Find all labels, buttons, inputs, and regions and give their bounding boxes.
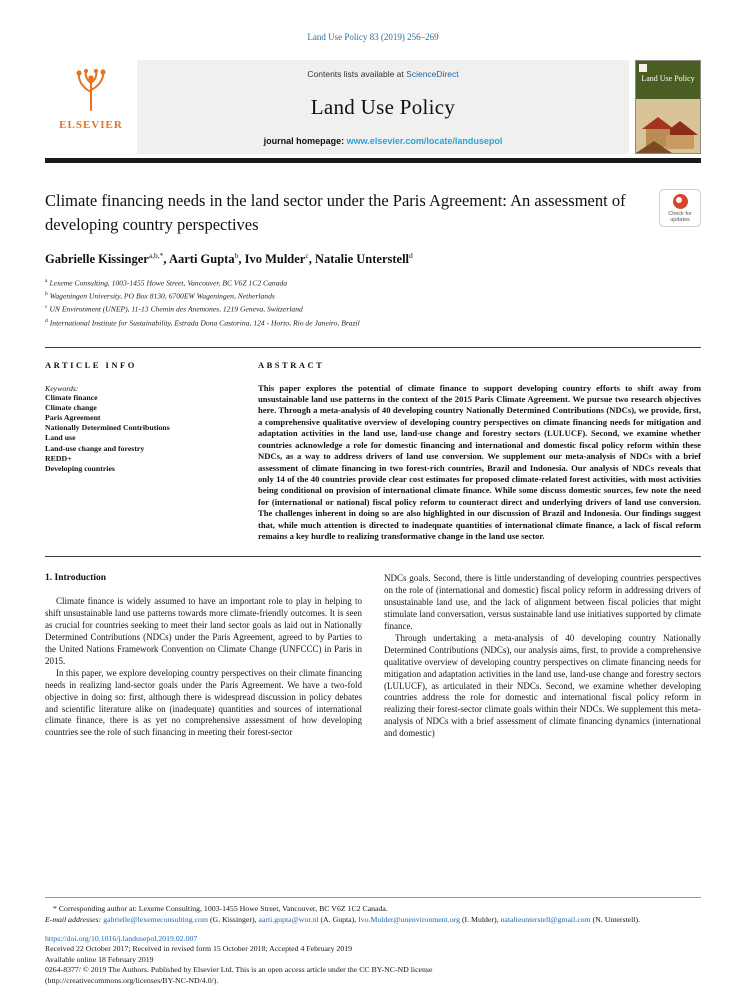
- cover-publisher-icon: [639, 64, 647, 72]
- body-paragraph: In this paper, we explore developing country perspectives on their climate financing needs in realizing land-sector goals under the Paris Agreement. We have a two-fold objective in doing so: first, although there is widespread discussion in policy debates and scientific literature alike on (inadequate) quantities and sources of international climate finance, there is as yet no comprehensive assessment of how developing countries see the role of such financing in meeting their forest-sector: [45, 667, 362, 738]
- corresponding-author-note: * Corresponding author at: Lexeme Consulting, 1003-1455 Howe Street, Vancouver, BC V6Z 1C2 Canada.: [53, 904, 388, 914]
- email-link[interactable]: gabrielle@lexemeconsulting.com: [103, 914, 209, 924]
- keyword: Climate change: [45, 402, 97, 412]
- body-column-left: [45, 573, 362, 740]
- journal-cover-area: [629, 60, 701, 154]
- email-link[interactable]: Ivo.Mulder@unenvironment.org: [358, 914, 461, 924]
- body-paragraph: Climate finance is widely assumed to have an important role to play in helping to shift unsustainable land use patterns towards more climate-friendly outcomes. It is seen as crucial for countries seeking to meet their land sector goals as laid out in Nationally Determined Contributions (NDCs) under the Paris Agreement, agreed to by Parties to the United Nations Framework Convention on Climate Change (UNFCCC) in Paris in 2015.: [45, 596, 362, 666]
- crossmark-icon: [673, 194, 688, 209]
- article-info-heading: ARTICLE INFO: [45, 359, 137, 370]
- author-name: Gabrielle Kissinger$^{a,b,*}$ ,: [45, 252, 169, 266]
- elsevier-tree-icon: [70, 66, 112, 117]
- journal-citation: Land Use Policy 83 (2019) 256–269: [307, 32, 439, 42]
- check-for-updates-label: Check for updates: [668, 210, 692, 223]
- elsevier-wordmark: ELSEVIER: [59, 119, 123, 131]
- publication-info: [45, 934, 701, 986]
- author-name: Aarti Gupta$^b$ ,: [169, 252, 245, 266]
- section-heading: 1. Introduction: [45, 573, 107, 584]
- journal-cover-illustration: [636, 99, 700, 153]
- affiliation: $^a$ Lexeme Consulting, 1003-1455 Howe Street, Vancouver, BC V6Z 1C2 Canada: [45, 278, 288, 288]
- received-dates: Received 22 October 2017; Received in revised form 15 October 2018; Accepted 4 February 2019: [45, 944, 353, 954]
- keyword: REDD+: [45, 453, 72, 463]
- email-addresses-note: E-mail addresses: gabrielle@lexemeconsulting.com (G. Kissinger), aarti.gupta@wur.nl (A. Gupta), Ivo.Mulder@unenvironment.org (I. Mulder), natalieunterstell@gmail.com (N. Unterstell).: [45, 914, 640, 924]
- journal-homepage-link[interactable]: www.elsevier.com/locate/landusepol: [346, 136, 503, 146]
- author-name: Natalie Unterstell$^d$: [314, 251, 413, 267]
- article-info-column: [45, 360, 240, 543]
- abstract-text: This paper explores the potential of climate finance to support developing country efforts to shift away from unsustainable land use patterns in the context of the 2015 Paris Climate Agreement. We pursue two research objectives here. Through a meta-analysis of 40 developing country Nationally Determined Contributions (NDCs), we provide, first, a comprehensive qualitative overview of developing country perspectives on climate financing needs for mitigation and adaptation activities in the land use, land-use change and forestry sectors (LULUCF). Second, we examine whether countries acknowledge a role for domestic financing and international and domestic fiscal policy reform within these NDCs, as a way to address drivers of land use conversion. We supplement our meta-analysis of NDCs with a brief assessment of climate financing in two forest-rich countries, Brazil and Indonesia. Our analysis of NDCs reveals that only 14 of the 40 countries provide clear cost estimates for proposed climate-related forest activities, with most activities being conditional on provision of international climate finance. While some discuss domestic sources, few note the need for (international or national) fiscal policy reform to counteract direct and underlying drivers of land use conversion. The challenges inherent in doing so are also highlighted in our discussion of Brazil and Indonesia. Our findings suggest that, while much attention is directed to inadequate quantities of international climate finance, a lack of fiscal reform remains a key hurdle to realizing transformative change in the land use sector.: [258, 382, 701, 541]
- available-online: Available online 18 February 2019: [45, 954, 154, 964]
- journal-title: Land Use Policy: [310, 95, 456, 119]
- body-paragraph: Through undertaking a meta-analysis of 40 developing country Nationally Determined Contributions (NDCs), our analysis aims, first, to provide a comprehensive qualitative overview of developing country perspectives on climate financing needs for mitigation and adaptation activities in the land use, land-use change and forestry sectors (LULUCF), as articulated in their NDCs. Second, we examine whether developing countries address the role for domestic and international fiscal policy reform in realizing their forest-sector climate goals within their NDCs. We supplement this meta-analysis of NDCs with a brief assessment of climate financing dynamics (international and domestic): [384, 632, 701, 739]
- keyword: Paris Agreement: [45, 413, 101, 423]
- check-for-updates-badge[interactable]: [659, 189, 701, 227]
- page-title: Climate financing needs in the land sector under the Paris Agreement: An assessment of developing country perspectives: [45, 191, 626, 234]
- email-link[interactable]: natalieunterstell@gmail.com: [500, 914, 591, 924]
- keyword: Developing countries: [45, 464, 115, 474]
- contents-line: Contents lists available at ScienceDirect: [307, 69, 459, 79]
- license-line: (http://creativecommons.org/licenses/BY-NC-ND/4.0/).: [45, 975, 219, 985]
- keywords-label: Keywords:: [45, 383, 79, 393]
- journal-header-center: [137, 60, 629, 154]
- affiliation: $^d$ International Institute for Sustainability, Estrada Dona Castorina, 124 - Horto, Rio de Janeiro, Brazil: [45, 317, 360, 328]
- keyword: Nationally Determined Contributions: [45, 423, 170, 433]
- abstract-column: [258, 360, 701, 543]
- journal-cover-title: Land Use Policy: [641, 74, 695, 83]
- body-paragraph: NDCs goals. Second, there is little understanding of developing countries perspectives on the role of (international and domestic) fiscal policy reform in addressing drivers of unsustainable land use, and the lack of alignment between fiscal policies that might stimulate land conversation, versus sustainable land use initiatives supported by climate finance.: [384, 573, 701, 631]
- journal-cover-thumbnail[interactable]: [635, 60, 701, 154]
- abstract-heading: ABSTRACT: [258, 359, 325, 370]
- journal-header: [45, 60, 701, 154]
- affiliation: $^c$ UN Environment (UNEP), 11-13 Chemin des Anemones, 1219 Geneva, Switzerland: [45, 304, 303, 314]
- header-divider: [45, 158, 701, 163]
- affiliation: $^b$ Wageningen University, PO Box 8130, 6700EW Wageningen, Netherlands: [45, 291, 275, 301]
- doi-link[interactable]: https://doi.org/10.1016/j.landusepol.2019.02.007: [45, 933, 198, 943]
- affiliation-list: [45, 276, 701, 329]
- keyword: Climate finance: [45, 392, 98, 402]
- author-footnotes: [45, 897, 701, 925]
- sciencedirect-link[interactable]: ScienceDirect: [406, 69, 459, 79]
- keyword: Land-use change and forestry: [45, 443, 145, 453]
- author-list: [45, 251, 701, 267]
- copyright-line: 0264-8377/ © 2019 The Authors. Published by Elsevier Ltd. This is an open access article under the CC BY-NC-ND license: [45, 965, 433, 975]
- author-name: Ivo Mulder$^c$ ,: [245, 252, 315, 266]
- keyword: Land use: [45, 433, 76, 443]
- keyword-list: [45, 393, 240, 475]
- elsevier-logo[interactable]: [45, 60, 137, 154]
- body-column-right: [384, 573, 701, 740]
- footnote-area: [45, 897, 701, 986]
- journal-cover-header: [636, 61, 700, 99]
- email-link[interactable]: aarti.gupta@wur.nl: [258, 914, 319, 924]
- section-divider: [45, 556, 701, 557]
- homepage-line: journal homepage: www.elsevier.com/locate/landusepol: [263, 136, 503, 146]
- article-body: [45, 573, 701, 740]
